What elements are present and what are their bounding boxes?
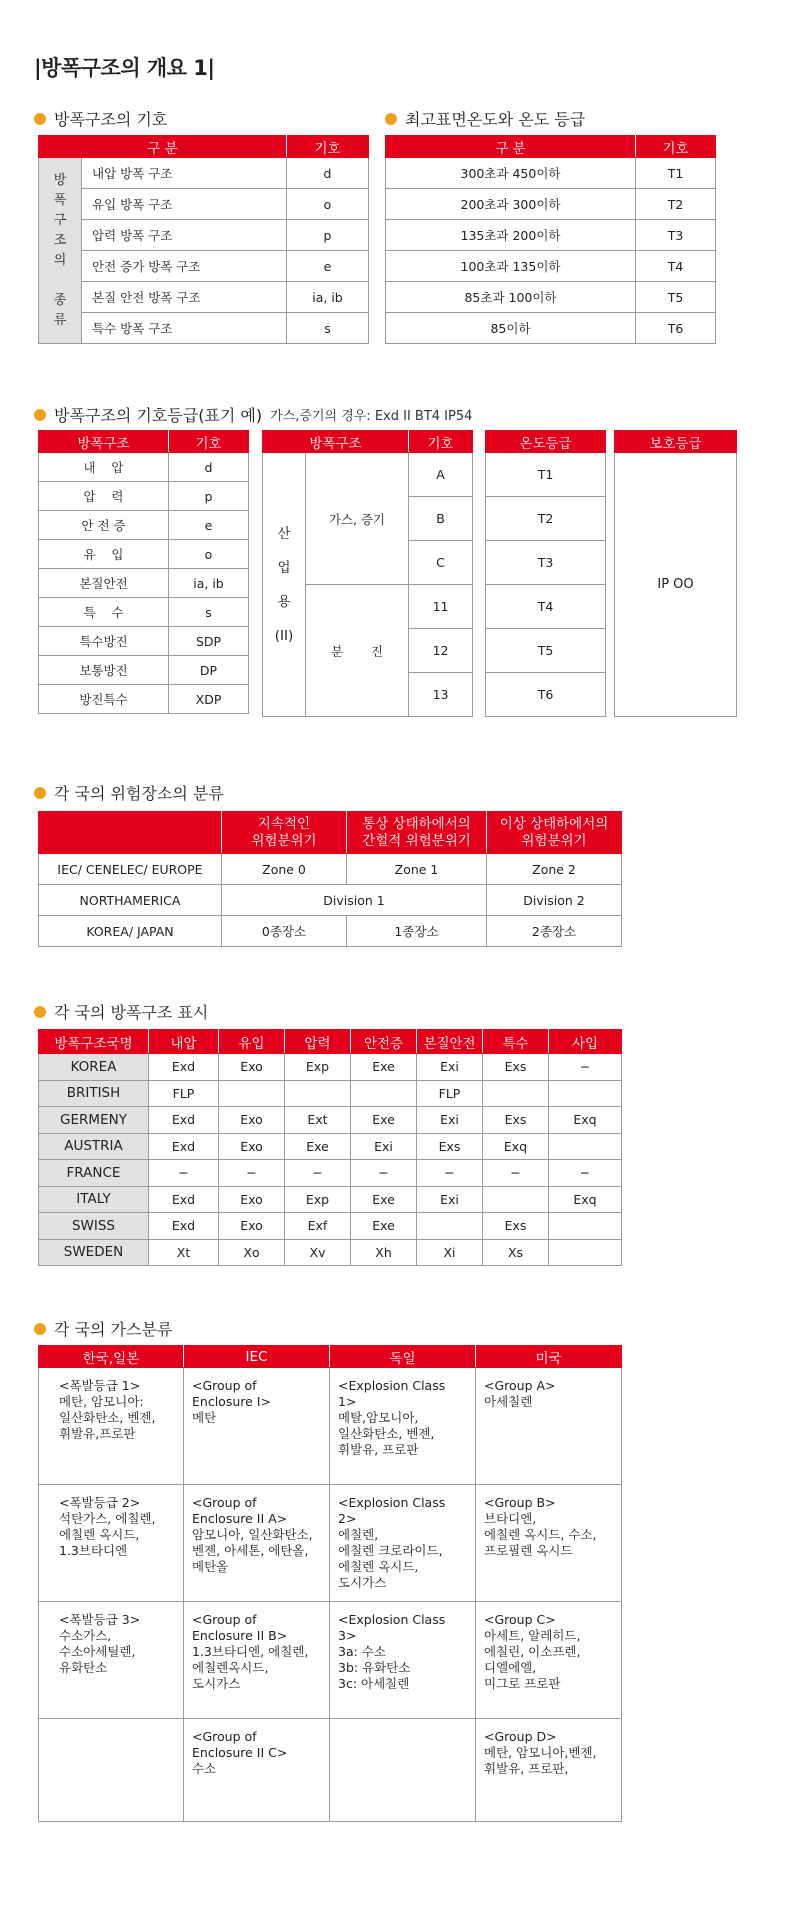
side-char: 폭 bbox=[53, 192, 67, 208]
table-row bbox=[486, 585, 606, 629]
marking-cell: − bbox=[351, 1160, 417, 1187]
marking-cell bbox=[483, 1186, 549, 1213]
table-row bbox=[39, 1239, 622, 1266]
structure-name: 특 수 bbox=[39, 598, 169, 627]
marking-cell: Exi bbox=[417, 1054, 483, 1081]
table-row bbox=[39, 1719, 622, 1822]
column-header: 사입 bbox=[549, 1030, 622, 1054]
marking-cell: Exd bbox=[149, 1213, 219, 1240]
marking-cell bbox=[219, 1080, 285, 1107]
structure-symbol: p bbox=[287, 220, 369, 251]
country-name: BRITISH bbox=[39, 1080, 149, 1107]
temp-class: T6 bbox=[636, 313, 716, 344]
side-char: 의 bbox=[53, 252, 67, 268]
zone-cell: 1종장소 bbox=[347, 916, 487, 947]
grading-structure-table bbox=[38, 430, 249, 714]
marking-cell bbox=[285, 1080, 351, 1107]
marking-cell: Exo bbox=[219, 1186, 285, 1213]
protection-value: IP OO bbox=[615, 453, 737, 717]
marking-cell: Exo bbox=[219, 1054, 285, 1081]
group-symbol: C bbox=[409, 541, 473, 585]
marking-cell bbox=[549, 1239, 622, 1266]
gas-class-cell: <Explosion Class 2> 에칠렌, 에칠렌 크로라이드, 에칠렌 옥시드, 도시가스 bbox=[330, 1485, 476, 1602]
country-name: KOREA bbox=[39, 1054, 149, 1081]
section-heading-text: 각 국의 방폭구조 표시 bbox=[54, 1003, 209, 1022]
region-name: IEC/ CENELEC/ EUROPE bbox=[39, 854, 222, 885]
structure-symbol: s bbox=[169, 598, 249, 627]
section-heading-gas bbox=[34, 1317, 172, 1340]
temp-class: T2 bbox=[636, 189, 716, 220]
column-header: 안전증 bbox=[351, 1030, 417, 1054]
zone-cell: Division 2 bbox=[487, 885, 622, 916]
structure-symbol: DP bbox=[169, 656, 249, 685]
header-structure: 방폭구조 bbox=[39, 431, 169, 453]
section-heading-grading bbox=[34, 403, 472, 426]
hazard-area-table bbox=[38, 811, 622, 947]
header-symbol: 기호 bbox=[409, 431, 473, 453]
structure-name: 압 력 bbox=[39, 482, 169, 511]
side-char: 산 bbox=[277, 525, 291, 542]
marking-cell: − bbox=[149, 1160, 219, 1187]
side-char: 조 bbox=[53, 232, 67, 248]
header-intermittent: 통상 상태하에서의 간헐적 위험분위기 bbox=[347, 812, 487, 854]
temperature-grade-table bbox=[485, 430, 606, 717]
marking-cell: Xi bbox=[417, 1239, 483, 1266]
header-symbol: 기호 bbox=[169, 431, 249, 453]
gas-class-cell: <Group of Enclosure II A> 암모니아, 일산화탄소, 벤젠, 아세톤, 에탄올, 메탄올 bbox=[184, 1485, 330, 1602]
section-heading-text: 방폭구조의 기호등급(표기 예) bbox=[54, 406, 263, 425]
marking-cell: Exs bbox=[483, 1054, 549, 1081]
structure-name: 안전 증가 방폭 구조 bbox=[82, 251, 287, 282]
group-symbol: 13 bbox=[409, 673, 473, 717]
gas-class-cell: <Explosion Class 3> 3a: 수소 3b: 유화탄소 3c: 아세칠렌 bbox=[330, 1602, 476, 1719]
bullet-icon bbox=[34, 787, 46, 799]
marking-cell: Exo bbox=[219, 1107, 285, 1134]
header-empty bbox=[39, 812, 222, 854]
marking-cell: Exf bbox=[285, 1213, 351, 1240]
marking-cell: Exd bbox=[149, 1054, 219, 1081]
region-name: KOREA/ JAPAN bbox=[39, 916, 222, 947]
temp-range: 135초과 200이하 bbox=[386, 220, 636, 251]
country-name: SWEDEN bbox=[39, 1239, 149, 1266]
marking-cell: Xh bbox=[351, 1239, 417, 1266]
header-row bbox=[39, 1346, 622, 1368]
marking-cell: − bbox=[219, 1160, 285, 1187]
marking-cell: Exs bbox=[483, 1107, 549, 1134]
marking-cell bbox=[417, 1213, 483, 1240]
marking-cell: Exs bbox=[483, 1213, 549, 1240]
gas-classification-table bbox=[38, 1345, 622, 1822]
marking-cell: Exq bbox=[483, 1133, 549, 1160]
table-row bbox=[39, 511, 249, 540]
structure-symbol: e bbox=[169, 511, 249, 540]
temp-class: T4 bbox=[636, 251, 716, 282]
marking-cell: Exe bbox=[351, 1213, 417, 1240]
marking-cell: Exp bbox=[285, 1186, 351, 1213]
marking-cell bbox=[549, 1080, 622, 1107]
zone-cell: 0종장소 bbox=[222, 916, 347, 947]
header-protection-grade: 보호등급 bbox=[615, 431, 737, 453]
section-subheading: 가스,증기의 경우: Exd II BT4 IP54 bbox=[270, 409, 473, 424]
structure-name: 유입 방폭 구조 bbox=[82, 189, 287, 220]
header-structure: 방폭구조 bbox=[263, 431, 409, 453]
marking-cell bbox=[351, 1080, 417, 1107]
structure-name: 보통방진 bbox=[39, 656, 169, 685]
marking-cell bbox=[483, 1080, 549, 1107]
zone-cell: Division 1 bbox=[222, 885, 487, 916]
temp-grade: T6 bbox=[486, 673, 606, 717]
structure-symbol: d bbox=[169, 453, 249, 482]
zone-cell: Zone 2 bbox=[487, 854, 622, 885]
marking-cell: FLP bbox=[417, 1080, 483, 1107]
table-row bbox=[39, 482, 249, 511]
gas-class-cell bbox=[39, 1719, 184, 1822]
temp-grade: T2 bbox=[486, 497, 606, 541]
gas-class-cell: <Group A> 아세칠렌 bbox=[476, 1368, 622, 1485]
side-char: 류 bbox=[53, 312, 67, 328]
table-row bbox=[39, 1368, 622, 1485]
column-header: 한국,일본 bbox=[39, 1346, 184, 1368]
table-row bbox=[39, 1213, 622, 1240]
structure-name: 특수방진 bbox=[39, 627, 169, 656]
marking-cell bbox=[549, 1133, 622, 1160]
temp-range: 300초과 450이하 bbox=[386, 158, 636, 189]
country-marking-table bbox=[38, 1029, 622, 1266]
marking-cell: − bbox=[549, 1054, 622, 1081]
table-row bbox=[39, 598, 249, 627]
gas-class-cell: <Group of Enclosure I> 메탄 bbox=[184, 1368, 330, 1485]
temp-grade: T1 bbox=[486, 453, 606, 497]
section-heading-temperature bbox=[385, 107, 585, 130]
industrial-group-table bbox=[262, 430, 473, 717]
side-char: 용 bbox=[277, 593, 291, 610]
marking-cell: Xt bbox=[149, 1239, 219, 1266]
header-temperature-grade: 온도등급 bbox=[486, 431, 606, 453]
structure-name: 유 입 bbox=[39, 540, 169, 569]
column-header: 본질안전 bbox=[417, 1030, 483, 1054]
marking-cell: Exe bbox=[351, 1054, 417, 1081]
structure-symbol: SDP bbox=[169, 627, 249, 656]
table-row bbox=[486, 673, 606, 717]
gas-vapor-label: 가스, 증기 bbox=[306, 453, 409, 585]
zone-cell: Zone 0 bbox=[222, 854, 347, 885]
marking-cell: Exe bbox=[351, 1186, 417, 1213]
table-row bbox=[39, 1160, 622, 1187]
table-row bbox=[39, 453, 249, 482]
country-name: AUSTRIA bbox=[39, 1133, 149, 1160]
temp-range: 200초과 300이하 bbox=[386, 189, 636, 220]
header-row bbox=[39, 1030, 622, 1054]
structure-symbol: o bbox=[287, 189, 369, 220]
structure-symbol: ia, ib bbox=[287, 282, 369, 313]
table-row bbox=[39, 569, 249, 598]
structure-name: 내압 방폭 구조 bbox=[82, 158, 287, 189]
dust-label: 분 진 bbox=[306, 585, 409, 717]
section-heading-text: 각 국의 가스분류 bbox=[54, 1320, 173, 1339]
temp-class: T1 bbox=[636, 158, 716, 189]
marking-cell: − bbox=[549, 1160, 622, 1187]
temperature-class-table bbox=[385, 135, 716, 344]
column-header: 특수 bbox=[483, 1030, 549, 1054]
marking-cell: Xv bbox=[285, 1239, 351, 1266]
structure-symbol: XDP bbox=[169, 685, 249, 714]
marking-cell: Exd bbox=[149, 1186, 219, 1213]
region-name: NORTHAMERICA bbox=[39, 885, 222, 916]
group-symbol: B bbox=[409, 497, 473, 541]
structure-name: 방진특수 bbox=[39, 685, 169, 714]
structure-symbol: o bbox=[169, 540, 249, 569]
table-row bbox=[39, 1602, 622, 1719]
temp-class: T3 bbox=[636, 220, 716, 251]
zone-cell: Zone 1 bbox=[347, 854, 487, 885]
gas-class-cell bbox=[330, 1719, 476, 1822]
country-name: GERMENY bbox=[39, 1107, 149, 1134]
gas-class-cell: <폭발등급 3> 수소가스, 수소아세틸렌, 유화탄소 bbox=[39, 1602, 184, 1719]
bullet-icon bbox=[34, 113, 46, 125]
section-heading-symbols bbox=[34, 107, 167, 130]
gas-class-cell: <Group B> 브타디엔, 에칠렌 옥시드, 수소, 프로필렌 옥시드 bbox=[476, 1485, 622, 1602]
marking-cell: − bbox=[285, 1160, 351, 1187]
table-row bbox=[486, 541, 606, 585]
structure-name: 특수 방폭 구조 bbox=[82, 313, 287, 344]
bullet-icon bbox=[385, 113, 397, 125]
temp-range: 100초과 135이하 bbox=[386, 251, 636, 282]
table-row bbox=[39, 656, 249, 685]
temp-class: T5 bbox=[636, 282, 716, 313]
table-row bbox=[39, 1080, 622, 1107]
industrial-side-label bbox=[263, 453, 306, 717]
table-row bbox=[39, 1054, 622, 1081]
marking-cell: Exi bbox=[417, 1107, 483, 1134]
table-row bbox=[486, 629, 606, 673]
side-char: 방 bbox=[53, 172, 67, 188]
marking-cell: Exd bbox=[149, 1107, 219, 1134]
section-heading-marking bbox=[34, 1000, 208, 1023]
header-symbol: 기호 bbox=[287, 136, 369, 158]
structure-name: 압력 방폭 구조 bbox=[82, 220, 287, 251]
marking-cell: Exo bbox=[219, 1213, 285, 1240]
gas-class-cell: <Group C> 아세트, 알레히드, 에칠린, 이소프렌, 디엘에엘, 미그로 프로판 bbox=[476, 1602, 622, 1719]
temp-grade: T3 bbox=[486, 541, 606, 585]
marking-cell: Exd bbox=[149, 1133, 219, 1160]
marking-cell: Exe bbox=[285, 1133, 351, 1160]
structure-symbol: s bbox=[287, 313, 369, 344]
marking-cell: Xs bbox=[483, 1239, 549, 1266]
structure-symbol: p bbox=[169, 482, 249, 511]
column-header: 방폭구조국명 bbox=[39, 1030, 149, 1054]
section-heading-text: 각 국의 위험장소의 분류 bbox=[54, 784, 224, 803]
page-title: |방폭구조의 개요 1| bbox=[34, 56, 215, 80]
group-symbol: A bbox=[409, 453, 473, 497]
header-continuous: 지속적인 위험분위기 bbox=[222, 812, 347, 854]
table-row bbox=[39, 1186, 622, 1213]
table-row bbox=[39, 1485, 622, 1602]
temp-range: 85초과 100이하 bbox=[386, 282, 636, 313]
structure-symbol: ia, ib bbox=[169, 569, 249, 598]
symbol-table bbox=[38, 135, 369, 344]
table-row bbox=[39, 1107, 622, 1134]
marking-cell: Exi bbox=[417, 1186, 483, 1213]
table-row bbox=[39, 627, 249, 656]
table-row bbox=[486, 497, 606, 541]
side-char: 업 bbox=[277, 559, 291, 576]
zone-cell: 2종장소 bbox=[487, 916, 622, 947]
marking-cell: Exs bbox=[417, 1133, 483, 1160]
country-name: SWISS bbox=[39, 1213, 149, 1240]
side-char: 구 bbox=[53, 212, 67, 228]
gas-class-cell: <Explosion Class 1> 메탈,암모니아, 일산화탄소, 벤젠, 휘발유, 프로판 bbox=[330, 1368, 476, 1485]
header-symbol: 기호 bbox=[636, 136, 716, 158]
marking-cell: Exp bbox=[285, 1054, 351, 1081]
marking-cell bbox=[549, 1213, 622, 1240]
marking-cell: Xo bbox=[219, 1239, 285, 1266]
header-abnormal: 이상 상태하에서의 위험분위기 bbox=[487, 812, 622, 854]
structure-name: 안 전 증 bbox=[39, 511, 169, 540]
table-row bbox=[39, 1133, 622, 1160]
side-char: (II) bbox=[274, 627, 294, 644]
temp-grade: T4 bbox=[486, 585, 606, 629]
protection-grade-table bbox=[614, 430, 737, 717]
marking-cell: Exq bbox=[549, 1107, 622, 1134]
table-row bbox=[486, 453, 606, 497]
column-header: 내압 bbox=[149, 1030, 219, 1054]
side-label bbox=[39, 158, 82, 344]
structure-name: 본질안전 bbox=[39, 569, 169, 598]
side-char: 종 bbox=[53, 292, 67, 308]
marking-cell: Exi bbox=[351, 1133, 417, 1160]
column-header: 유입 bbox=[219, 1030, 285, 1054]
column-header: 독일 bbox=[330, 1346, 476, 1368]
country-name: FRANCE bbox=[39, 1160, 149, 1187]
bullet-icon bbox=[34, 1006, 46, 1018]
gas-class-cell: <Group of Enclosure II C> 수소 bbox=[184, 1719, 330, 1822]
bullet-icon bbox=[34, 409, 46, 421]
column-header: IEC bbox=[184, 1346, 330, 1368]
section-heading-text: 방폭구조의 기호 bbox=[54, 110, 168, 129]
gas-class-cell: <폭발등급 2> 석탄가스, 에칠렌, 에칠렌 옥시드, 1.3브타디엔 bbox=[39, 1485, 184, 1602]
structure-name: 내 압 bbox=[39, 453, 169, 482]
table-row bbox=[39, 685, 249, 714]
group-symbol: 11 bbox=[409, 585, 473, 629]
gas-class-cell: <Group of Enclosure II B> 1.3브타디엔, 에칠렌, 에칠렌옥시드, 도시가스 bbox=[184, 1602, 330, 1719]
structure-symbol: e bbox=[287, 251, 369, 282]
header-category: 구 분 bbox=[386, 136, 636, 158]
structure-symbol: d bbox=[287, 158, 369, 189]
gas-class-cell: <폭발등급 1> 메탄, 암모니아: 일산화탄소, 벤젠, 휘발유,프로판 bbox=[39, 1368, 184, 1485]
section-heading-text: 최고표면온도와 온도 등급 bbox=[405, 110, 586, 129]
marking-cell: Exo bbox=[219, 1133, 285, 1160]
marking-cell: − bbox=[483, 1160, 549, 1187]
marking-cell: − bbox=[417, 1160, 483, 1187]
side-char bbox=[39, 271, 81, 291]
group-symbol: 12 bbox=[409, 629, 473, 673]
section-heading-hazard bbox=[34, 781, 224, 804]
gas-class-cell: <Group D> 메탄, 암모니아,벤젠, 휘발유, 프로판, bbox=[476, 1719, 622, 1822]
column-header: 압력 bbox=[285, 1030, 351, 1054]
temp-grade: T5 bbox=[486, 629, 606, 673]
header-category: 구 분 bbox=[39, 136, 287, 158]
marking-cell: FLP bbox=[149, 1080, 219, 1107]
marking-cell: Ext bbox=[285, 1107, 351, 1134]
column-header: 미국 bbox=[476, 1346, 622, 1368]
structure-name: 본질 안전 방폭 구조 bbox=[82, 282, 287, 313]
country-name: ITALY bbox=[39, 1186, 149, 1213]
marking-cell: Exq bbox=[549, 1186, 622, 1213]
marking-cell: Exe bbox=[351, 1107, 417, 1134]
bullet-icon bbox=[34, 1323, 46, 1335]
table-row bbox=[39, 540, 249, 569]
temp-range: 85이하 bbox=[386, 313, 636, 344]
